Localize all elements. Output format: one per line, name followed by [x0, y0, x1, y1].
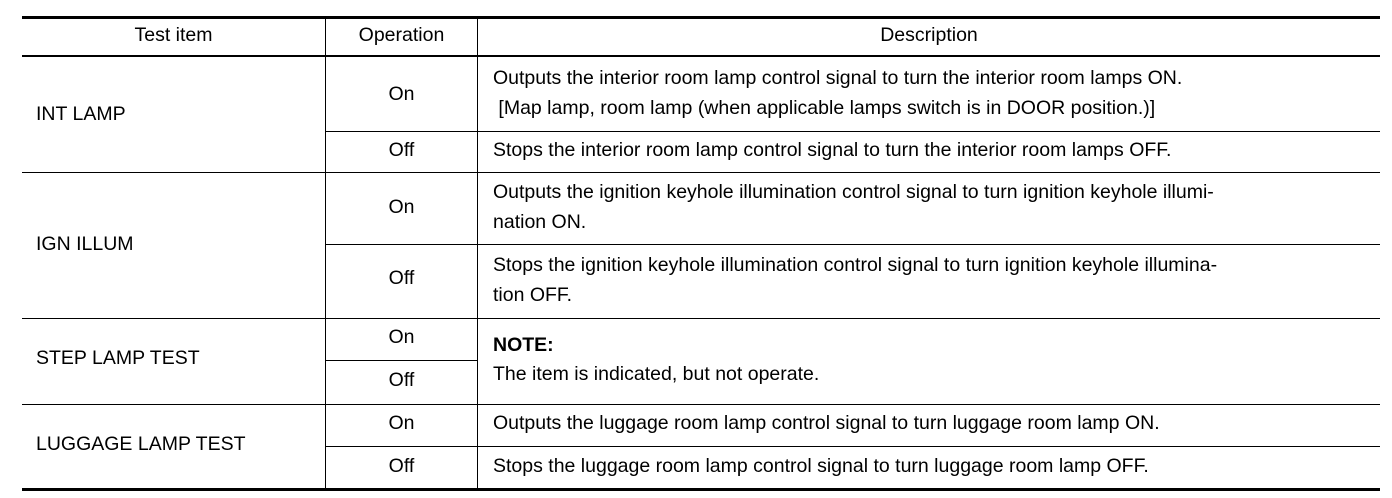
- operation-off: Off: [388, 139, 415, 161]
- header-operation: Operation: [358, 24, 445, 46]
- description-line: Stops the luggage room lamp control signal to turn luggage room lamp OFF.: [493, 455, 1149, 477]
- rule: [326, 244, 1380, 245]
- test-item-luggage-lamp-test: LUGGAGE LAMP TEST: [36, 433, 246, 455]
- operation-on: On: [388, 326, 415, 348]
- group-rule: [22, 404, 1380, 405]
- header-rule: [22, 55, 1380, 57]
- operation-on: On: [388, 83, 415, 105]
- test-item-ign-illum: IGN ILLUM: [36, 233, 134, 255]
- description-line: Stops the interior room lamp control signal to turn the interior room lamps OFF.: [493, 139, 1172, 161]
- group-rule: [22, 172, 1380, 173]
- col-divider: [477, 16, 478, 490]
- test-item-int-lamp: INT LAMP: [36, 103, 126, 125]
- header-description: Description: [880, 24, 978, 46]
- rule: [326, 360, 478, 361]
- header-test-item: Test item: [134, 24, 213, 46]
- operation-off: Off: [388, 455, 415, 477]
- description-line: Stops the ignition keyhole illumination control signal to turn ignition keyhole illumina-: [493, 254, 1218, 276]
- description-line: Outputs the ignition keyhole illumination control signal to turn ignition keyhole illumi-: [493, 181, 1214, 203]
- group-rule: [22, 318, 1380, 319]
- test-item-table: [22, 16, 1380, 490]
- operation-on: On: [388, 412, 415, 434]
- description-line: tion OFF.: [493, 284, 573, 306]
- note-title: NOTE:: [493, 334, 554, 356]
- note-text: The item is indicated, but not operate.: [493, 363, 820, 385]
- test-item-step-lamp-test: STEP LAMP TEST: [36, 347, 200, 369]
- operation-off: Off: [388, 267, 415, 289]
- bottom-rule: [22, 488, 1380, 491]
- description-line: [Map lamp, room lamp (when applicable lamps switch is in DOOR position.)]: [493, 97, 1156, 119]
- top-rule: [22, 16, 1380, 19]
- rule: [326, 446, 1380, 447]
- description-line: Outputs the luggage room lamp control signal to turn luggage room lamp ON.: [493, 412, 1160, 434]
- rule: [326, 131, 1380, 132]
- description-line: nation ON.: [493, 211, 587, 233]
- operation-off: Off: [388, 369, 415, 391]
- operation-on: On: [388, 196, 415, 218]
- description-line: Outputs the interior room lamp control signal to turn the interior room lamps ON.: [493, 67, 1183, 89]
